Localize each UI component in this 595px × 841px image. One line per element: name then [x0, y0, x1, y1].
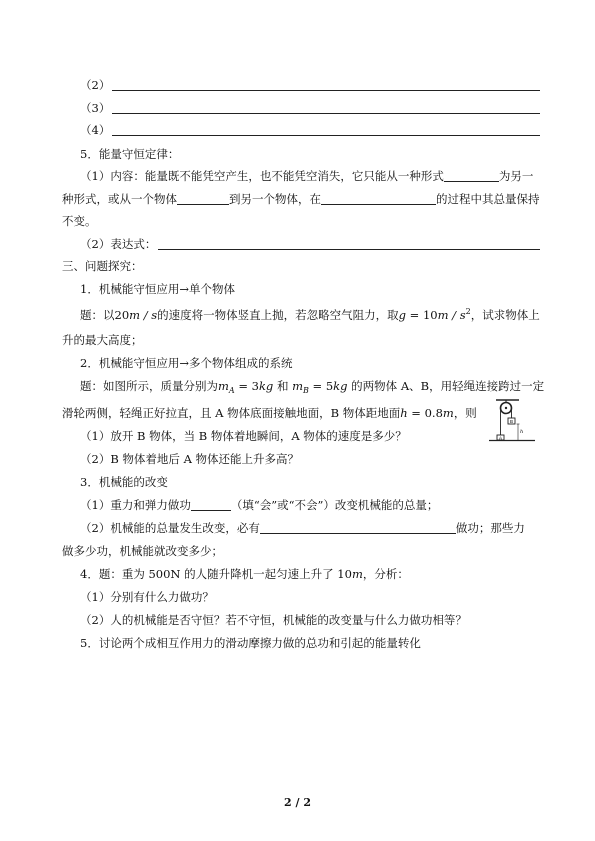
item-label: （2）	[80, 78, 111, 92]
text: 滑轮两侧，轻绳正好拉直，且 A 物体底面接触地面，B 物体距地面	[62, 406, 401, 420]
section-5-content-line3: 不变。	[62, 214, 97, 228]
value: = 3	[234, 379, 259, 393]
text: （1）内容：能量既不能凭空产生，也不能凭空消失，它只能从一种形式	[80, 169, 444, 183]
section-5-content-line2	[62, 191, 540, 207]
problem-4-question	[80, 566, 540, 582]
unit: m / s	[437, 308, 466, 322]
pulley-axle	[505, 407, 507, 409]
fill-blank[interactable]	[444, 169, 499, 182]
unit: kg	[333, 379, 348, 393]
problem-3-sub-2-cont: 做多少功，机械能就改变多少；	[62, 544, 223, 558]
superscript: 2	[465, 307, 471, 316]
problem-2-question-cont	[62, 405, 490, 421]
subscript: B	[303, 386, 309, 395]
problem-2-question	[80, 378, 545, 399]
section-3-title: 三、问题探究：	[62, 259, 143, 273]
block-b-label: B	[509, 419, 514, 424]
text: 题：以	[80, 308, 115, 322]
answer-line-2[interactable]	[80, 77, 540, 93]
text: 的速度将一物体竖直上抛，若忽略空气阻力，取	[157, 308, 399, 322]
text: ，试求物体上	[470, 308, 540, 322]
text: 的两物体 A、B，用轻绳连接跨过一定	[347, 379, 545, 393]
value: 20	[114, 308, 130, 322]
text: 单个物体	[188, 282, 235, 296]
height-label: h	[520, 429, 524, 435]
answer-line-3[interactable]	[80, 100, 540, 116]
problem-1-question-cont: 升的最大高度；	[62, 333, 143, 347]
text: （填“会”或“不会”）改变机械能的总量；	[230, 498, 439, 512]
text: （1）重力和弹力做功	[80, 498, 191, 512]
text: 4．题：重为 500N 的人随升降机一起匀速上升了 10	[80, 567, 352, 581]
problem-3-sub-1	[80, 497, 540, 513]
value: = 5	[308, 379, 334, 393]
fill-blank[interactable]	[260, 521, 456, 534]
unit: m / s	[129, 308, 158, 322]
text: 多个物体组成的系统	[188, 356, 293, 370]
text: ，分析：	[362, 567, 409, 581]
problem-1-question	[80, 304, 540, 323]
problem-3-title: 3．机械能的改变	[80, 475, 168, 489]
arrow-icon: →	[179, 282, 189, 296]
symbol: m	[292, 379, 304, 393]
unit: m	[442, 406, 454, 420]
arrow-icon: →	[179, 356, 189, 370]
section-5-content-line1	[80, 168, 540, 184]
text: （2）机械能的总量发生改变，必有	[80, 521, 260, 535]
text: 种形式，或从一个物体	[62, 192, 177, 206]
symbol: m	[218, 379, 229, 393]
text: 1．机械能守恒应用	[80, 282, 180, 296]
text: 和	[273, 379, 293, 393]
section-5-title: 5．能量守恒定律：	[80, 147, 180, 161]
fill-blank[interactable]	[321, 192, 436, 205]
unit: kg	[258, 379, 274, 393]
text: 2．机械能守恒应用	[80, 356, 180, 370]
item-label: （4）	[80, 123, 111, 137]
subscript: A	[228, 386, 235, 395]
problem-4-sub-2: （2）人的机械能是否守恒？若不守恒，机械能的改变量与什么力做功相等？	[80, 613, 467, 627]
text: 做功；那些力	[455, 521, 525, 535]
item-label: （3）	[80, 101, 111, 115]
expression-line[interactable]	[80, 236, 540, 252]
text: 为另一	[498, 169, 534, 183]
problem-4-sub-1: （1）分别有什么力做功？	[80, 590, 214, 604]
fill-blank[interactable]	[191, 498, 231, 511]
page-number: 2 / 2	[284, 796, 311, 809]
problem-1-title	[80, 281, 540, 297]
answer-line-4[interactable]	[80, 122, 540, 138]
text: （2）表达式：	[80, 237, 157, 251]
text: 的过程中其总量保持	[436, 192, 540, 206]
symbol: h	[400, 406, 408, 420]
problem-3-sub-2	[80, 520, 540, 536]
text: 到另一个物体，在	[229, 192, 321, 206]
text: 题：如图所示，质量分别为	[80, 379, 218, 393]
problem-2-sub-2: （2）B 物体着地后 A 物体还能上升多高？	[80, 452, 300, 466]
symbol: g	[398, 308, 407, 322]
value: = 10	[406, 308, 438, 322]
problem-5-question: 5．讨论两个成相互作用力的滑动摩擦力做的总功和引起的能量转化	[80, 636, 421, 650]
block-a-label: A	[498, 435, 503, 441]
fill-blank[interactable]	[177, 192, 229, 205]
problem-2-title	[80, 355, 540, 371]
problem-2-sub-1: （1）放开 B 物体，当 B 物体着地瞬间，A 物体的速度是多少？	[80, 429, 407, 443]
unit: m	[351, 567, 363, 581]
value: = 0.8	[407, 406, 443, 420]
text: ，则	[453, 406, 477, 420]
